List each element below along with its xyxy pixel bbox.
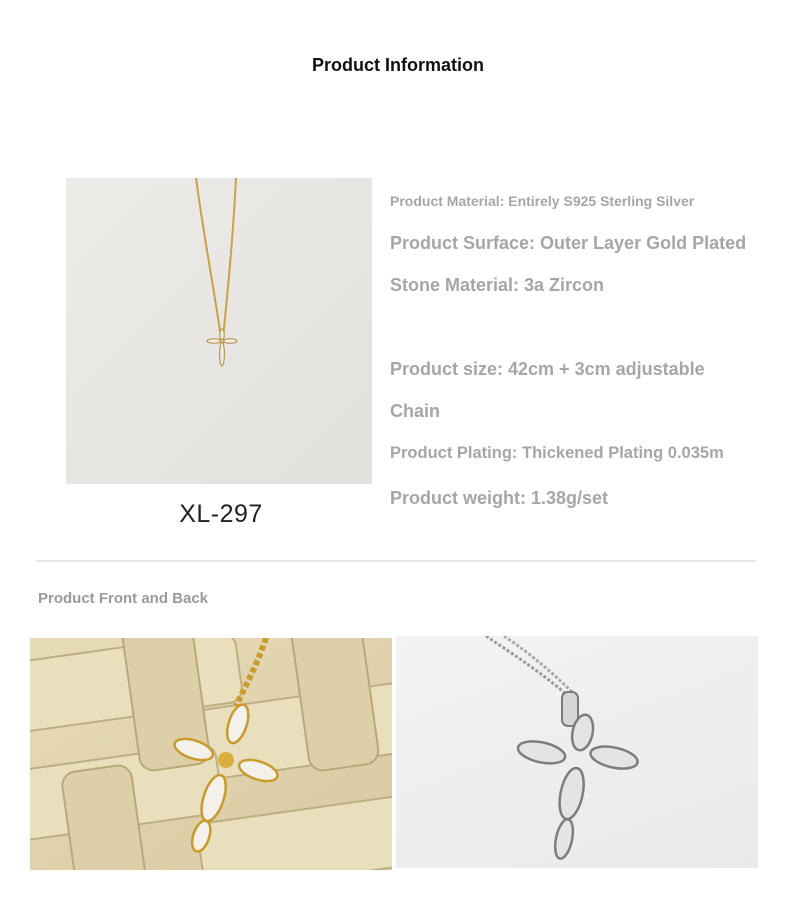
product-code: XL-297 [179, 500, 263, 528]
spec-plating: Product Plating: Thickened Plating 0.035m [390, 444, 724, 462]
back-image [396, 636, 758, 868]
spec-size: Product size: 42cm + 3cm adjustable [390, 359, 705, 379]
section-divider [36, 560, 756, 562]
spec-material: Product Material: Entirely S925 Sterling Silver [390, 193, 695, 209]
front-image [30, 638, 392, 870]
spec-size-continued: Chain [390, 401, 441, 421]
spec-surface: Product Surface: Outer Layer Gold Plated [390, 233, 747, 253]
product-main-image [66, 178, 372, 484]
gallery-heading: Product Front and Back [38, 590, 209, 607]
page-title: Product Information [312, 55, 484, 75]
spec-stone: Stone Material: 3a Zircon [390, 275, 605, 295]
spec-weight: Product weight: 1.38g/set [390, 488, 609, 508]
